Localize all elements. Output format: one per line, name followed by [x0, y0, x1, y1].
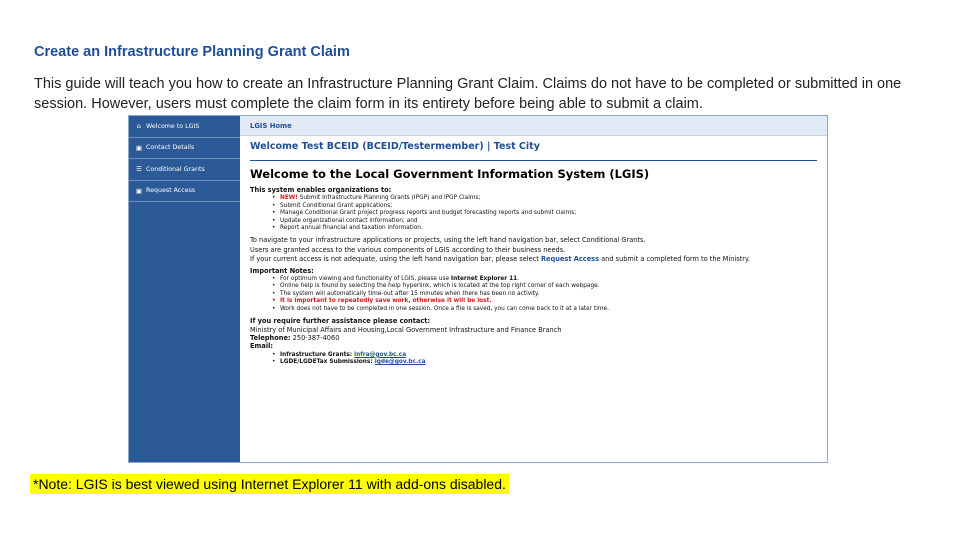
list-item: • NEW! Submit Infrastructure Planning Grants (IPGP) and IPGP Claims; — [280, 195, 817, 202]
sidebar-item-welcome[interactable] — [129, 116, 240, 138]
list-item: • Submit Conditional Grant applications; — [280, 203, 817, 210]
list-item: • Manage Conditional Grant project progress reports and budget forecasting reports and submit claims; — [280, 210, 817, 217]
sidebar-item-conditional-grants[interactable] — [129, 159, 240, 181]
important-notes-heading: Important Notes: — [250, 266, 314, 275]
list-item: • LGDE/LGDETax Submissions: lgde@gov.bc.ca — [280, 359, 817, 366]
footnote-highlight: *Note: LGIS is best viewed using Internet Explorer 11 with add-ons disabled. — [30, 474, 509, 494]
main-content-area — [240, 116, 827, 462]
breadcrumb-home-link[interactable]: LGIS Home — [250, 122, 292, 130]
welcome-user-banner: Welcome Test BCEID (BCEID/Testermember) | Test City — [250, 141, 540, 152]
email-link[interactable]: infra@gov.bc.ca — [354, 351, 407, 358]
divider — [250, 160, 817, 161]
list-icon: ☰ — [136, 165, 142, 174]
contact-card-icon: ▣ — [135, 143, 143, 152]
enables-heading: This system enables organizations to: — [250, 186, 392, 194]
telephone-line: Telephone: 250-387-4060 — [250, 333, 340, 342]
sidebar-item-label: Contact Details — [146, 144, 195, 152]
left-navigation-bar — [129, 116, 240, 462]
email-link[interactable]: lgde@gov.bc.ca — [374, 359, 426, 366]
list-item: • Infrastructure Grants: infra@gov.bc.ca — [280, 352, 817, 359]
slide-title: Create an Infrastructure Planning Grant Claim — [34, 44, 350, 60]
list-item: • The system will automatically time-out after 15 minutes when there has been no activity. — [280, 291, 817, 298]
sidebar-item-label: Welcome to LGIS — [146, 122, 200, 130]
enables-list — [250, 195, 817, 232]
list-item: • Work does not have to be completed in one session. Once a file is saved, you can come back to it at a later time. — [280, 306, 817, 313]
request-access-link[interactable]: Request Access — [540, 255, 600, 264]
access-card-icon: ▣ — [135, 186, 143, 195]
new-badge: NEW! — [280, 195, 298, 202]
list-item: • It is important to repeatedly save work, otherwise it will be lost. — [280, 298, 817, 305]
request-access-instructions: If your current access is not adequate, using the left hand navigation bar, please select Request Access and submit a completed form to the Ministry. — [250, 255, 751, 264]
sidebar-item-label: Conditional Grants — [146, 165, 205, 173]
list-item: • Online help is found by selecting the help hyperlink, which is located at the top right corner of each webpage. — [280, 283, 817, 290]
email-heading: Email: — [250, 342, 273, 351]
list-item: • Update organizational contact information; and — [280, 218, 817, 225]
access-description: Users are granted access to the various components of LGIS according to their business needs. — [250, 245, 566, 254]
ministry-name: Ministry of Municipal Affairs and Housing,Local Government Infrastructure and Finance Branch — [250, 325, 562, 334]
sidebar-item-contact-details[interactable] — [129, 138, 240, 160]
sidebar-item-label: Request Access — [146, 187, 196, 195]
sidebar-item-request-access[interactable] — [129, 181, 240, 203]
navigate-instructions: To navigate to your infrastructure applications or projects, using the left hand navigation bar, select Conditional Grants. — [250, 236, 646, 245]
breadcrumb — [240, 116, 827, 136]
list-item: • For optimum viewing and functionality of LGIS, please use Internet Explorer 11. — [280, 276, 817, 283]
email-list — [250, 352, 817, 367]
important-notes-list — [250, 276, 817, 313]
page-title: Welcome to the Local Government Information System (LGIS) — [250, 167, 650, 181]
slide-intro: This guide will teach you how to create an Infrastructure Planning Grant Claim. Claims do not have to be completed or submitted in one session. However, users must complete the claim form in its entirety before being able to submit a claim. — [34, 76, 902, 112]
list-item: • Report annual financial and taxation information. — [280, 225, 817, 232]
lgis-screenshot — [128, 115, 828, 463]
home-icon: ⌂ — [136, 122, 142, 131]
contact-heading: If you require further assistance please contact: — [250, 317, 431, 326]
